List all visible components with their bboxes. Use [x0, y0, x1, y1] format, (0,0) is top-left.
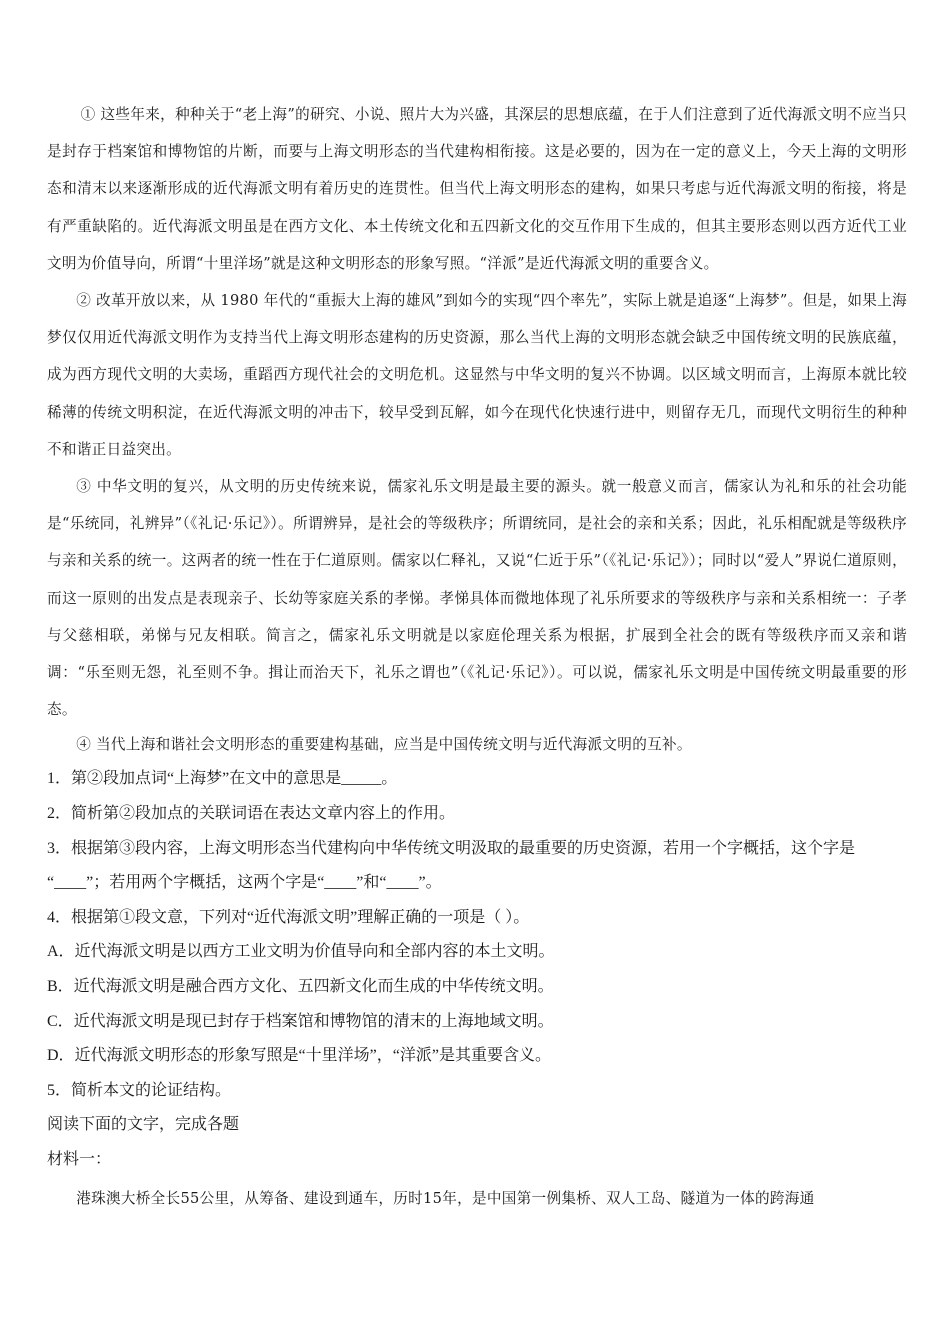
question-4-option-b: B．近代海派文明是融合西方文化、五四新文化而生成的中华传统文明。 — [47, 978, 554, 996]
passage-paragraph-4: ④ 当代上海和谐社会文明形态的重要建构基础，应当是中国传统文明与近代海派文明的互补。 — [76, 736, 692, 754]
question-3-line-1: 3．根据第③段内容，上海文明形态当代建构向中华传统文明汲取的最重要的历史资源，若用一个字概括，这个字是 — [47, 839, 856, 857]
passage-paragraph-2: ② 改革开放以来，从 1980 年代的“重振大上海的雄风”到如今的实现“四个率先”，实际上就是追逐“上海梦”。但是，如果上海梦仅仅用近代海派文明作为支持当代上海文明形态建构的历史资源，那么当代上海的文明形态就会缺乏中国传统文明的民族底蕴，成为西方现代文明的大卖场，重蹈西方现代社会的文明危机。这显然与中华文明的复兴不协调。以区域文明而言，上海原本就比较稀薄的传统文明积淀，在近代海派文明的冲击下，较早受到瓦解，如今在现代化快速行进中，则留存无几，而现代文明衍生的种种不和谐正日益突出。 — [47, 292, 907, 458]
question-4-option-a: A．近代海派文明是以西方工业文明为价值导向和全部内容的本土文明。 — [47, 943, 555, 961]
passage-paragraph-1: ① 这些年来，种种关于“老上海”的研究、小说、照片大为兴盛，其深层的思想底蕴，在于人们注意到了近代海派文明不应当只是封存于档案馆和博物馆的片断，而要与上海文明形态的当代建构相衔接。这是必要的，因为在一定的意义上，今天上海的文明形态和清末以来逐渐形成的近代海派文明有着历史的连贯性。但当代上海文明形态的建构，如果只考虑与近代海派文明的衔接，将是有严重缺陷的。近代海派文明虽是在西方文化、本土传统文化和五四新文化的交互作用下生成的，但其主要形态则以西方近代工业文明为价值导向，所谓“十里洋场”就是这种文明形态的形象写照。“洋派”是近代海派文明的重要含义。 — [47, 106, 907, 272]
passage-paragraph-3: ③ 中华文明的复兴，从文明的历史传统来说，儒家礼乐文明是最主要的源头。就一般意义而言，儒家认为礼和乐的社会功能是“乐统同，礼辨异”（《礼记·乐记》）。所谓辨异，是社会的等级秩序；所谓统同，是社会的亲和关系；因此，礼乐相配就是等级秩序与亲和关系的统一。这两者的统一性在于仁道原则。儒家以仁释礼，又说“仁近于乐”（《礼记·乐记》）；同时以“爱人”界说仁道原则，而这一原则的出发点是表现亲子、长幼等家庭关系的孝悌。孝悌具体而微地体现了礼乐所要求的等级秩序与亲和关系相统一：子孝与父慈相联，弟悌与兄友相联。简言之，儒家礼乐文明就是以家庭伦理关系为根据，扩展到全社会的既有等级秩序而又亲和谐调：“乐至则无怨，礼至则不争。揖让而治天下，礼乐之谓也”（《礼记·乐记》）。可以说，儒家礼乐文明是中国传统文明最重要的形态。 — [47, 478, 907, 719]
document-page — [47, 96, 907, 1217]
question-5: 5．简析本文的论证结构。 — [47, 1081, 232, 1099]
material-paragraph-1: 港珠澳大桥全长55公里，从筹备、建设到通车，历时15年，是中国第一例集桥、双人工岛、隧道为一体的跨海通 — [76, 1189, 815, 1207]
question-4-option-d: D．近代海派文明形态的形象写照是“十里洋场”，“洋派”是其重要含义。 — [47, 1047, 551, 1065]
question-4: 4．根据第①段文意，下列对“近代海派文明”理解正确的一项是（ ）。 — [47, 908, 530, 926]
material-label: 材料一： — [47, 1150, 112, 1168]
question-1: 1．第②段加点词“上海梦”在文中的意思是_____。 — [47, 770, 398, 788]
section-instruction: 阅读下面的文字，完成各题 — [47, 1116, 240, 1134]
question-2: 2．简析第②段加点的关联词语在表达文章内容上的作用。 — [47, 805, 456, 823]
question-3-line-2: “____”；若用两个字概括，这两个字是“____”和“____”。 — [47, 874, 442, 892]
question-4-option-c: C．近代海派文明是现已封存于档案馆和博物馆的清末的上海地域文明。 — [47, 1012, 554, 1030]
